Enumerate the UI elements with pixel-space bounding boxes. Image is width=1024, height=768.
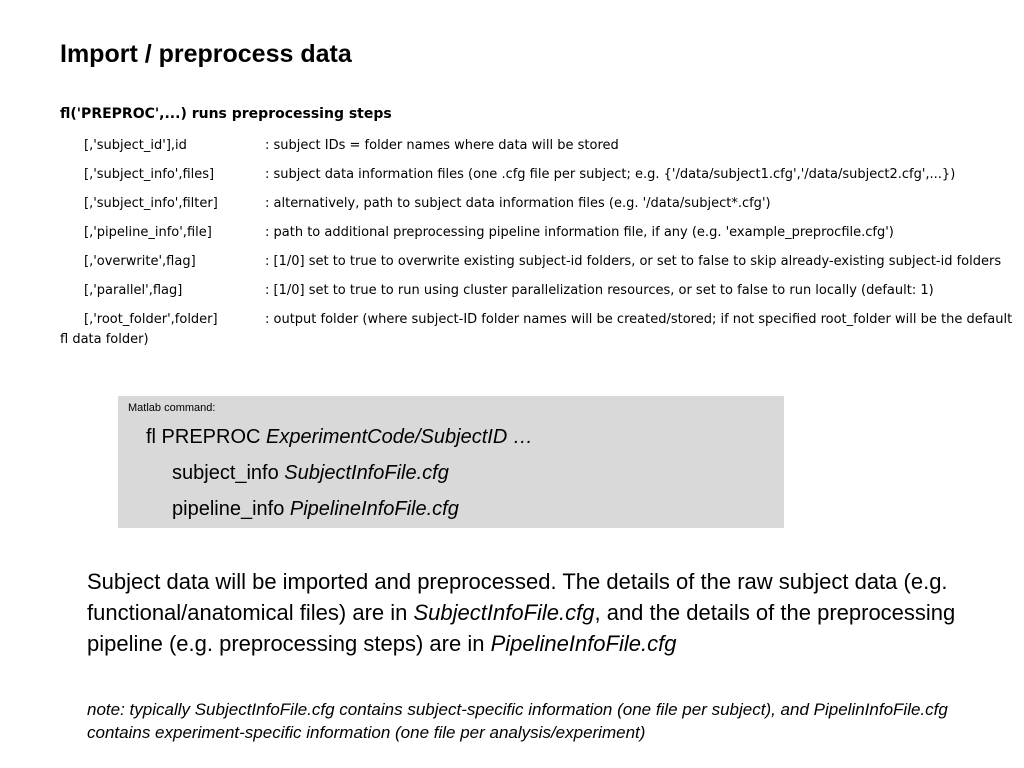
param-desc: : output folder (where subject-ID folder names will be created/stored; if not specified root_folder will be the default fl data folder) xyxy=(60,312,1013,347)
param-name: [,'root_folder',folder] xyxy=(84,312,218,327)
command-arg: SubjectInfoFile.cfg xyxy=(284,462,449,484)
description-text: Subject data will be imported and preprocessed. The details of the raw subject data (e.g. functional/anatomical files) are in xyxy=(87,569,948,625)
command-text: pipeline_info xyxy=(172,498,290,520)
param-name: [,'subject_info',filter] xyxy=(84,196,218,211)
description-paragraph xyxy=(87,566,992,659)
function-heading: fl('PREPROC',...) runs preprocessing steps xyxy=(60,106,392,122)
param-desc: : alternatively, path to subject data information files (e.g. '/data/subject*.cfg') xyxy=(265,196,771,211)
param-name: [,'subject_id'],id xyxy=(84,138,187,153)
param-name: [,'overwrite',flag] xyxy=(84,254,196,269)
param-parallel xyxy=(60,281,1020,301)
description-file: SubjectInfoFile.cfg xyxy=(413,600,595,625)
param-desc: : [1/0] set to true to run using cluster parallelization resources, or set to false to run locally (default: 1) xyxy=(265,283,934,298)
matlab-command-box xyxy=(118,396,784,528)
command-line-pipeline-info xyxy=(172,498,459,521)
param-root-folder xyxy=(60,310,1020,350)
param-name: [,'pipeline_info',file] xyxy=(84,225,212,240)
param-subject-info-filter xyxy=(60,194,1020,214)
command-text: fl PREPROC xyxy=(146,426,267,448)
parameter-list xyxy=(60,136,1020,359)
param-desc: : subject IDs = folder names where data will be stored xyxy=(265,138,619,153)
param-name: [,'parallel',flag] xyxy=(84,283,183,298)
param-desc: : [1/0] set to true to overwrite existing subject-id folders, or set to false to skip already-existing subject-id folders xyxy=(265,254,1002,269)
param-subject-id xyxy=(60,136,1020,156)
note-paragraph: note: typically SubjectInfoFile.cfg contains subject-specific information (one file per subject), and PipelinInfoFile.cfg contains experiment-specific information (one file per analysis/experiment) xyxy=(87,700,948,742)
description-text: , and the details of the preprocessing pipeline (e.g. preprocessing steps) are in xyxy=(87,600,956,656)
param-subject-info-files xyxy=(60,165,1020,185)
command-text: subject_info xyxy=(172,462,285,484)
param-desc: : subject data information files (one .cfg file per subject; e.g. {'/data/subject1.cfg','/data/subject2.cfg',...}) xyxy=(265,167,956,182)
param-name: [,'subject_info',files] xyxy=(84,167,215,182)
page-title: Import / preprocess data xyxy=(60,40,352,68)
param-pipeline-info xyxy=(60,223,1020,243)
description-file: PipelineInfoFile.cfg xyxy=(490,631,677,656)
command-line-preproc xyxy=(146,426,533,449)
command-arg: ExperimentCode/SubjectID … xyxy=(266,426,533,448)
param-overwrite xyxy=(60,252,1020,272)
param-desc: : path to additional preprocessing pipeline information file, if any (e.g. 'example_preprocfile.cfg') xyxy=(265,225,894,240)
command-arg: PipelineInfoFile.cfg xyxy=(289,498,459,520)
command-line-subject-info xyxy=(172,462,449,485)
command-label: Matlab command: xyxy=(128,402,216,414)
